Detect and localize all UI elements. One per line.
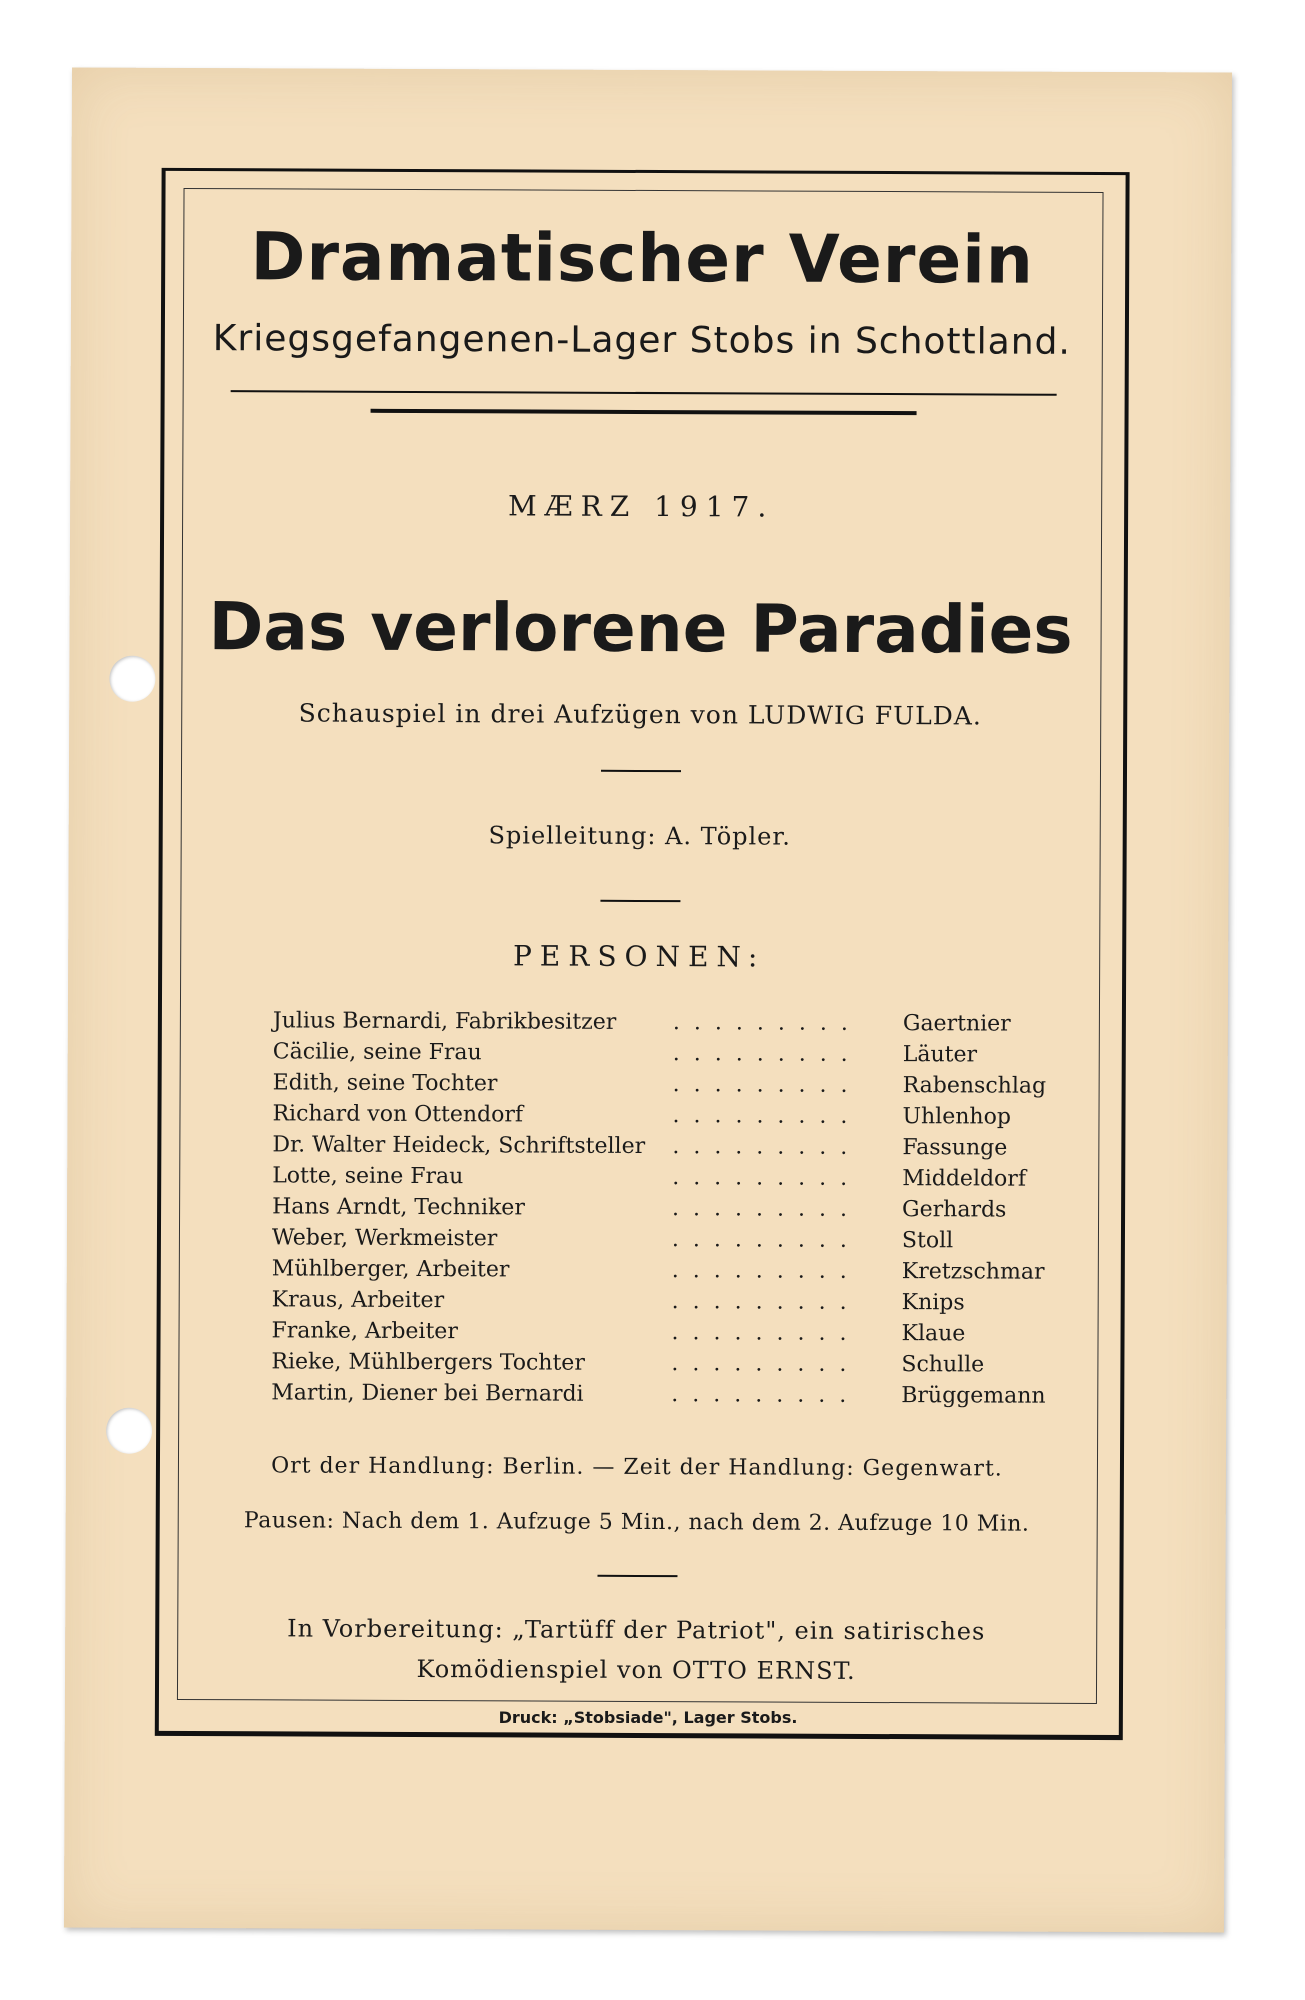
leader-dots: ......... <box>671 1351 861 1377</box>
upcoming-line-1: In Vorbereitung: „Tartüff der Patriot", ein satirisches <box>287 1614 986 1646</box>
role-name: Richard von Ottendorf <box>272 1101 524 1128</box>
actor-name: Stoll <box>901 1228 954 1254</box>
leader-dots: ......... <box>671 1320 861 1346</box>
cast-row <box>273 1070 1073 1104</box>
play-title: Das verlorene Paradies <box>208 588 1073 669</box>
cast-row <box>272 1132 1072 1166</box>
actor-name: Gaertnier <box>902 1011 1011 1037</box>
role-name: Kraus, Arbeiter <box>271 1287 445 1314</box>
cast-row <box>273 1008 1073 1042</box>
place-and-time: Ort der Handlung: Berlin. — Zeit der Handlung: Gegenwart. <box>271 1453 1003 1482</box>
actor-name: Rabenschlag <box>902 1073 1047 1099</box>
role-name: Edith, seine Tochter <box>272 1070 498 1097</box>
actor-name: Brüggemann <box>901 1383 1046 1409</box>
role-name: Lotte, seine Frau <box>272 1163 464 1190</box>
role-name: Martin, Diener bei Bernardi <box>271 1380 584 1407</box>
cast-row <box>272 1163 1072 1197</box>
leader-dots: ......... <box>672 1134 862 1160</box>
leader-dots: ......... <box>671 1289 861 1315</box>
cast-list <box>271 1008 1073 1414</box>
leader-dots: ......... <box>671 1382 861 1408</box>
actor-name: Schulle <box>901 1352 985 1378</box>
role-name: Mühlberger, Arbeiter <box>271 1256 510 1283</box>
actor-name: Fassunge <box>902 1135 1008 1161</box>
leader-dots: ......... <box>671 1227 861 1253</box>
role-name: Hans Arndt, Techniker <box>272 1194 525 1221</box>
leader-dots: ......... <box>671 1258 861 1284</box>
actor-name: Gerhards <box>902 1197 1007 1223</box>
actor-name: Kretzschmar <box>901 1259 1045 1285</box>
actor-name: Knips <box>901 1290 965 1316</box>
role-name: Cäcilie, seine Frau <box>272 1039 482 1066</box>
cast-row <box>271 1380 1071 1414</box>
cast-row <box>273 1039 1073 1073</box>
role-name: Julius Bernardi, Fabrikbesitzer <box>272 1008 617 1035</box>
cast-row <box>272 1194 1072 1228</box>
actor-name: Middeldorf <box>902 1166 1027 1192</box>
intermissions: Pausen: Nach dem 1. Aufzuge 5 Min., nach dem 2. Aufzuge 10 Min. <box>243 1508 1030 1537</box>
actor-name: Klaue <box>901 1321 966 1347</box>
leader-dots: ......... <box>672 1196 862 1222</box>
society-title: Dramatischer Verein <box>250 218 1034 299</box>
cast-row <box>272 1101 1072 1135</box>
leader-dots: ......... <box>672 1041 862 1067</box>
actor-name: Uhlenhop <box>902 1104 1011 1130</box>
upcoming-production <box>177 1608 1095 1692</box>
role-name: Rieke, Mühlbergers Tochter <box>271 1349 585 1376</box>
punch-hole <box>109 656 155 702</box>
cast-row <box>271 1349 1071 1383</box>
leader-dots: ......... <box>672 1103 862 1129</box>
role-name: Weber, Werkmeister <box>271 1225 498 1252</box>
persons-heading: PERSONEN: <box>512 939 766 974</box>
camp-subtitle: Kriegsgefangenen-Lager Stobs in Schottland. <box>212 318 1071 363</box>
director-line: Spielleitung: A. Töpler. <box>488 821 791 851</box>
leader-dots: ......... <box>672 1165 862 1191</box>
performance-date: MÆRZ 1917. <box>507 489 775 524</box>
cast-row <box>272 1225 1072 1259</box>
leader-dots: ......... <box>672 1010 862 1036</box>
play-subtitle: Schauspiel in drei Aufzügen von LUDWIG FULDA. <box>298 698 982 731</box>
program-sheet <box>64 67 1232 1932</box>
role-name: Franke, Arbeiter <box>271 1318 458 1345</box>
actor-name: Läuter <box>902 1042 978 1068</box>
upcoming-line-2: Komödienspiel von OTTO ERNST. <box>416 1654 856 1685</box>
cast-row <box>272 1256 1072 1290</box>
leader-dots: ......... <box>672 1072 862 1098</box>
printer-credit: Druck: „Stobsiade", Lager Stobs. <box>498 1708 798 1727</box>
cast-row <box>271 1318 1071 1352</box>
role-name: Dr. Walter Heideck, Schriftsteller <box>272 1132 646 1159</box>
cast-row <box>272 1287 1072 1321</box>
punch-hole <box>106 1408 152 1454</box>
